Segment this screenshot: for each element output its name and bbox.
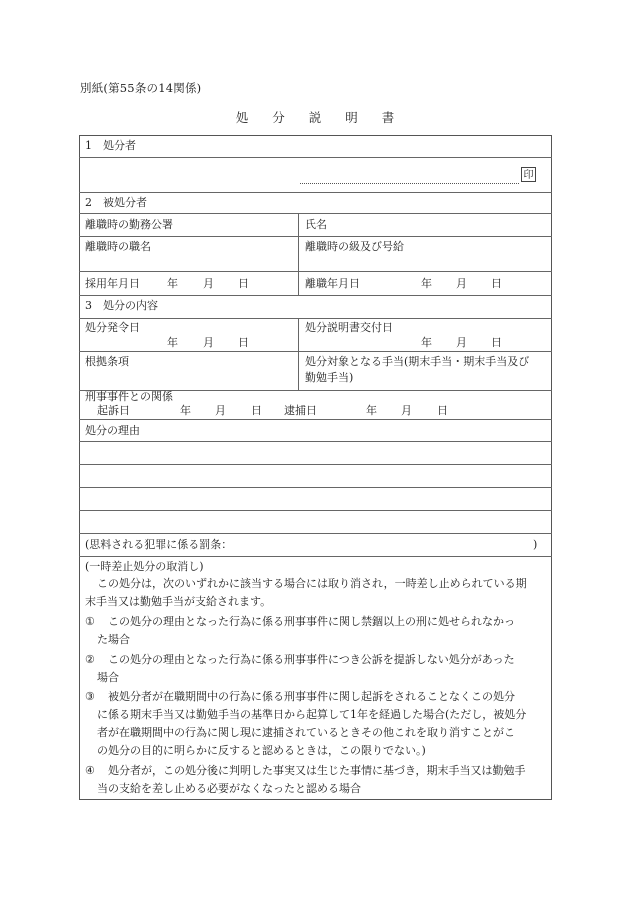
condition-3-line2: に係る期末手当又は勤勉手当の基準日から起算して1年を経過した場合(ただし，被処分	[97, 708, 527, 721]
cancellation-intro-line1: この処分は，次のいずれかに該当する場合には取り消され，一時差し止められている期	[97, 577, 527, 590]
condition-3-line3: 者が在職期間中の行為に関し現に逮捕されているときその他これを取り消すことがこ	[97, 726, 515, 739]
office-label: 離職時の勤務公署	[85, 218, 173, 231]
section-1-label: 1 処分者	[85, 139, 136, 152]
row-divider	[79, 533, 552, 534]
delivery-day-unit: 日	[491, 336, 502, 349]
basis-label: 根拠条項	[85, 355, 129, 368]
delivery-month-unit: 月	[456, 336, 467, 349]
cancellation-heading: (一時差止処分の取消し)	[85, 560, 204, 573]
condition-2-line1: この処分の理由となった行為に係る刑事事件につき公訴を提訴しない処分があった	[108, 653, 515, 666]
retire-year-unit: 年	[421, 277, 432, 290]
issue-year-unit: 年	[167, 336, 178, 349]
title-char: 明	[345, 110, 358, 125]
condition-2-number: ②	[85, 653, 95, 666]
cancellation-intro-line2: 末手当又は勤勉手当が支給されます。	[85, 595, 272, 608]
row-divider	[79, 295, 552, 296]
row-divider	[79, 213, 552, 214]
reason-label: 処分の理由	[85, 424, 140, 437]
row-divider	[79, 487, 552, 488]
grade-label: 離職時の級及び号給	[305, 240, 404, 253]
row-divider	[79, 271, 552, 272]
name-label: 氏名	[305, 218, 327, 231]
hire-date-label: 採用年月日	[85, 277, 140, 290]
arrest-year-unit: 年	[366, 404, 377, 417]
row-divider	[79, 192, 552, 193]
row-divider	[79, 157, 552, 158]
condition-4-line1: 処分者が，この処分後に判明した事実又は生じた事情に基づき，期末手当又は勤勉手	[108, 764, 526, 777]
row-divider	[79, 510, 552, 511]
retire-month-unit: 月	[456, 277, 467, 290]
delivery-year-unit: 年	[421, 336, 432, 349]
arrest-day-unit: 日	[437, 404, 448, 417]
criminal-case-label: 刑事事件との関係	[85, 390, 173, 403]
hire-day-unit: 日	[238, 277, 249, 290]
position-label: 離職時の職名	[85, 240, 151, 253]
retire-date-label: 離職年月日	[305, 277, 360, 290]
condition-4-line2: 当の支給を差し止める必要がなくなったと認める場合	[97, 782, 361, 795]
arrest-month-unit: 月	[401, 404, 412, 417]
retire-day-unit: 日	[491, 277, 502, 290]
penalty-close: )	[533, 538, 538, 551]
condition-1-number: ①	[85, 615, 95, 628]
column-divider	[298, 318, 299, 390]
delivery-date-label: 処分説明書交付日	[305, 321, 393, 334]
penalty-label: (思料される犯罪に係る罰条：	[85, 538, 233, 551]
condition-1-line2: た場合	[97, 633, 130, 646]
title-char: 処	[235, 110, 249, 125]
allowance-label-line2: 勤勉手当)	[305, 371, 354, 384]
allowance-label-line1: 処分対象となる手当(期末手当・期末手当及び	[305, 355, 530, 368]
condition-1-line1: この処分の理由となった行為に係る刑事事件に関し禁錮以上の刑に処せられなかっ	[108, 615, 515, 628]
issue-day-unit: 日	[238, 336, 249, 349]
title-char: 分	[272, 110, 285, 125]
row-divider	[79, 441, 552, 442]
indictment-year-unit: 年	[180, 404, 191, 417]
row-divider	[79, 556, 552, 557]
row-divider	[79, 236, 552, 237]
column-divider	[298, 213, 299, 295]
condition-2-line2: 場合	[97, 671, 119, 684]
hire-year-unit: 年	[167, 277, 178, 290]
row-divider	[79, 419, 552, 420]
row-divider	[79, 351, 552, 352]
issue-date-label: 処分発令日	[85, 321, 140, 334]
section-2-label: 2 被処分者	[85, 196, 147, 209]
seal-mark: 印	[521, 167, 536, 182]
section-3-label: 3 処分の内容	[85, 299, 158, 312]
indictment-month-unit: 月	[215, 404, 226, 417]
issue-month-unit: 月	[203, 336, 214, 349]
condition-3-line1: 被処分者が在職期間中の行為に係る刑事事件に関し起訴をされることなくこの処分	[108, 690, 515, 703]
indictment-day-unit: 日	[251, 404, 262, 417]
page-title	[0, 108, 630, 126]
condition-4-number: ④	[85, 764, 95, 777]
arrest-label: 逮捕日	[284, 404, 317, 417]
row-divider	[79, 464, 552, 465]
hire-month-unit: 月	[203, 277, 214, 290]
form-reference: 別紙(第55条の14関係)	[80, 81, 202, 95]
indictment-label: 起訴日	[97, 404, 130, 417]
condition-3-number: ③	[85, 690, 95, 703]
row-divider	[79, 318, 552, 319]
condition-3-line4: の処分の目的に明らかに反すると認めるときは，この限りでない。)	[97, 744, 426, 757]
title-char: 説	[308, 110, 322, 125]
title-char: 書	[381, 110, 395, 125]
signature-line[interactable]	[300, 183, 519, 184]
